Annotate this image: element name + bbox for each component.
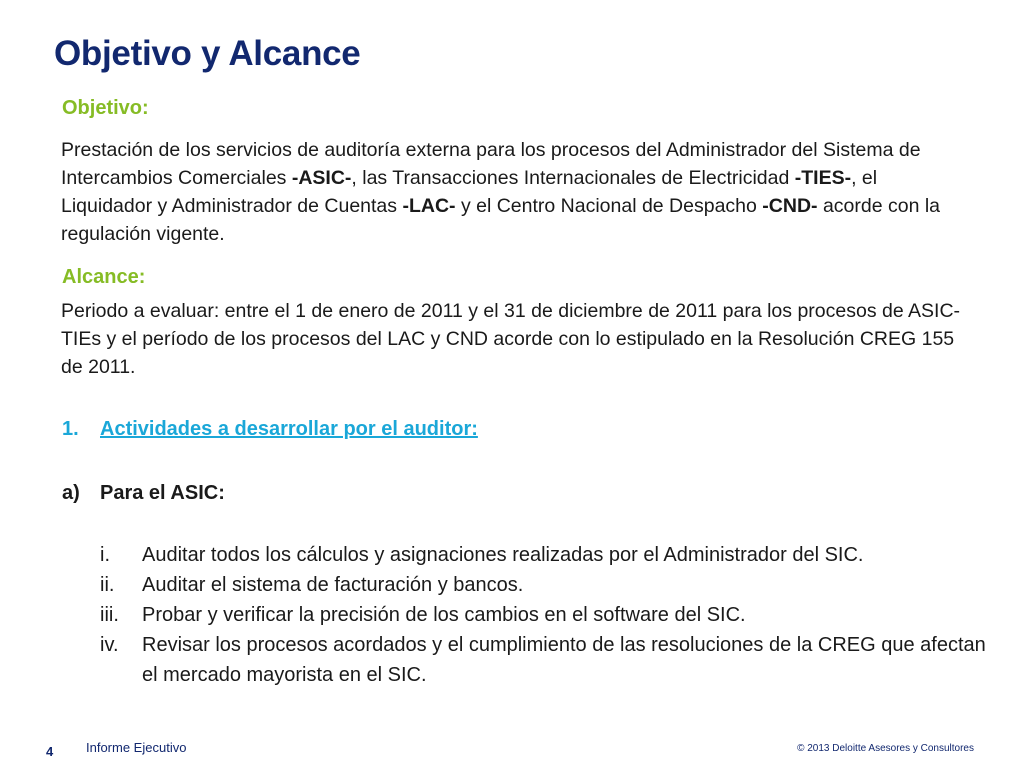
list-item	[100, 600, 1000, 630]
asic-label: Para el ASIC:	[100, 482, 225, 504]
objetivo-cnd-acronym: -CND-	[762, 195, 818, 217]
objetivo-text-2: , las Transacciones Internacionales de Electricidad	[351, 167, 795, 189]
asic-letter: a)	[62, 482, 80, 504]
asic-activities-list	[100, 540, 1000, 690]
footer-label: Informe Ejecutivo	[86, 740, 187, 755]
objetivo-ties-acronym: -TIES-	[794, 167, 852, 189]
list-item-text: Auditar el sistema de facturación y bancos.	[142, 574, 524, 596]
objetivo-text-5: acorde con la regulación vigente.	[61, 195, 941, 245]
objetivo-paragraph	[61, 136, 971, 248]
page-number: 4	[46, 744, 54, 759]
list-item-number: i.	[100, 544, 110, 566]
objetivo-text-3: , el Liquidador y Administrador de Cuentas	[61, 167, 878, 217]
list-item	[100, 630, 1000, 690]
alcance-paragraph: Periodo a evaluar: entre el 1 de enero de 2011 y el 31 de diciembre de 2011 para los procesos de ASIC-TIEs y el período de los procesos del LAC y CND acorde con lo estipulado en la Resolución CREG 155 de 2011.	[61, 300, 961, 378]
actividades-link[interactable]: Actividades a desarrollar por el auditor:	[100, 418, 478, 440]
list-item-number: iii.	[100, 604, 119, 626]
actividades-heading	[62, 418, 478, 441]
actividades-number: 1.	[62, 418, 79, 440]
list-item-text: Revisar los procesos acordados y el cumplimiento de las resoluciones de la CREG que afectan el mercado mayorista en el SIC.	[142, 634, 986, 686]
list-item-number: iv.	[100, 634, 119, 656]
list-item-text: Auditar todos los cálculos y asignaciones realizadas por el Administrador del SIC.	[142, 544, 864, 566]
objetivo-lac-acronym: -LAC-	[402, 195, 456, 217]
objetivo-asic-acronym: -ASIC-	[291, 167, 352, 189]
list-item	[100, 570, 1000, 600]
asic-subheading	[62, 482, 225, 505]
slide-title: Objetivo y Alcance	[54, 34, 361, 73]
list-item-number: ii.	[100, 574, 115, 596]
objetivo-text-4: y el Centro Nacional de Despacho	[455, 195, 763, 217]
list-item-text: Probar y verificar la precisión de los cambios en el software del SIC.	[142, 604, 746, 626]
objetivo-heading: Objetivo:	[62, 97, 149, 119]
alcance-heading: Alcance:	[62, 266, 146, 288]
list-item	[100, 540, 1000, 570]
footer-copyright: © 2013 Deloitte Asesores y Consultores	[797, 743, 974, 754]
objetivo-text-1: Prestación de los servicios de auditoría externa para los procesos del Administrador del Sistema de Intercambios Comerciales	[61, 139, 921, 189]
